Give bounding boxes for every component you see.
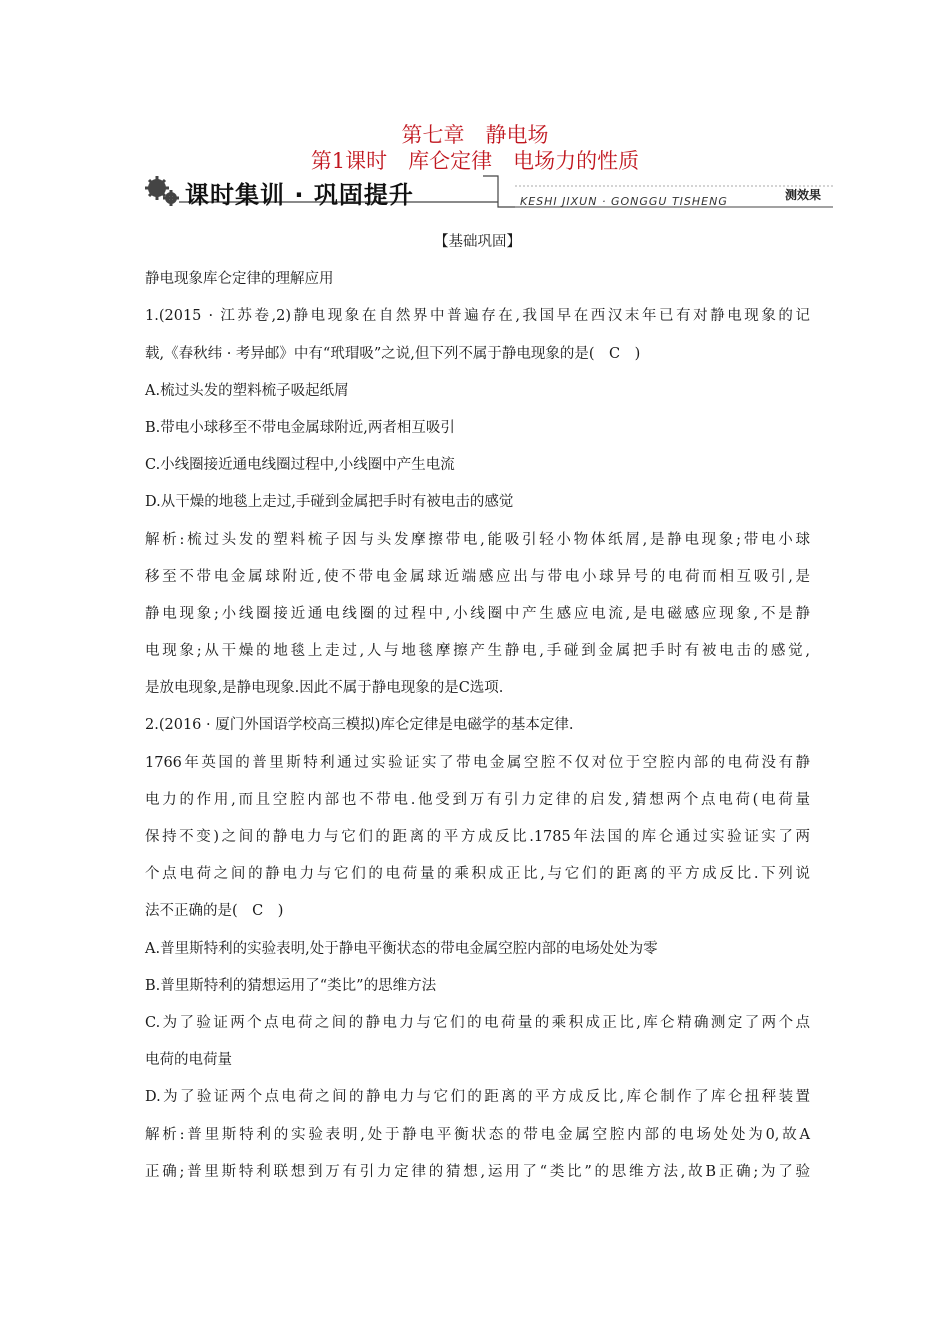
text-line: 是放电现象,是静电现象.因此不属于静电现象的是C选项. — [145, 680, 504, 697]
text-line: 电力的作用,而且空腔内部也不带电.他受到万有引力定律的启发,猜想两个点电荷(电荷量 — [145, 791, 810, 808]
banner-pinyin: KESHI JIXUN · GONGGU TISHENG — [520, 195, 728, 208]
document-body — [145, 224, 810, 1191]
text-line: B.带电小球移至不带电金属球附近,两者相互吸引 — [145, 419, 455, 436]
text-line: C.为了验证两个点电荷之间的静电力与它们的电荷量的乘积成正比,库仑精确测定了两个点 — [145, 1014, 810, 1031]
text-line: 1766年英国的普里斯特利通过实验证实了带电金属空腔不仅对位于空腔内部的电荷没有静 — [145, 754, 810, 771]
text-line: 【基础巩固】 — [434, 234, 521, 250]
text-line: 法不正确的是( C ) — [145, 903, 284, 920]
text-line: B.普里斯特利的猜想运用了“类比”的思维方法 — [145, 977, 437, 994]
text-line: 解析:普里斯特利的实验表明,处于静电平衡状态的带电金属空腔内部的电场处处为0,故A — [145, 1126, 810, 1143]
banner-tag: 测效果 — [784, 188, 821, 202]
lesson-title: 第1课时 库仑定律 电场力的性质 — [310, 149, 640, 173]
text-line: C.小线圈接近通电线圈过程中,小线圈中产生电流 — [145, 457, 455, 474]
text-line: 1.(2015 · 江苏卷,2)静电现象在自然界中普遍存在,我国早在西汉末年已有对静电现象的记 — [145, 308, 810, 325]
text-line: A.普里斯特利的实验表明,处于静电平衡状态的带电金属空腔内部的电场处处为零 — [145, 940, 658, 957]
banner-title: 课时集训 · 巩固提升 — [185, 181, 414, 209]
text-line: 载,《春秋纬 · 考异邮》中有“玳瑁吸”之说,但下列不属于静电现象的是( C ) — [145, 345, 641, 362]
chapter-title: 第七章 静电场 — [401, 123, 549, 147]
text-line: 正确;普里斯特利联想到万有引力定律的猜想,运用了“类比”的思维方法,故B正确;为了验 — [145, 1163, 810, 1180]
text-line: 电荷的电荷量 — [145, 1052, 232, 1069]
text-line: D.为了验证两个点电荷之间的静电力与它们的距离的平方成反比,库仑制作了库仑扭秤装置 — [145, 1089, 810, 1106]
text-line: 保持不变)之间的静电力与它们的距离的平方成反比.1785年法国的库仑通过实验证实了两 — [145, 829, 810, 845]
text-line: 2.(2016 · 厦门外国语学校高三模拟)库仑定律是电磁学的基本定律. — [145, 717, 574, 734]
text-line: 电现象;从干燥的地毯上走过,人与地毯摩擦产生静电,手碰到金属把手时有被电击的感觉, — [145, 643, 810, 660]
text-line: A.梳过头发的塑料梳子吸起纸屑 — [145, 382, 349, 399]
text-line: D.从干燥的地毯上走过,手碰到金属把手时有被电击的感觉 — [145, 494, 514, 511]
text-line: 解析:梳过头发的塑料梳子因与头发摩擦带电,能吸引轻小物体纸屑,是静电现象;带电小球 — [145, 531, 810, 548]
text-line: 静电现象;小线圈接近通电线圈的过程中,小线圈中产生感应电流,是电磁感应现象,不是静 — [145, 605, 810, 622]
text-line: 移至不带电金属球附近,使不带电金属球近端感应出与带电小球异号的电荷而相互吸引,是 — [145, 568, 810, 585]
section-banner — [143, 172, 833, 210]
text-line: 静电现象库仑定律的理解应用 — [145, 271, 334, 288]
text-line: 个点电荷之间的静电力与它们的电荷量的乘积成正比,与它们的距离的平方成反比.下列说 — [145, 866, 810, 883]
